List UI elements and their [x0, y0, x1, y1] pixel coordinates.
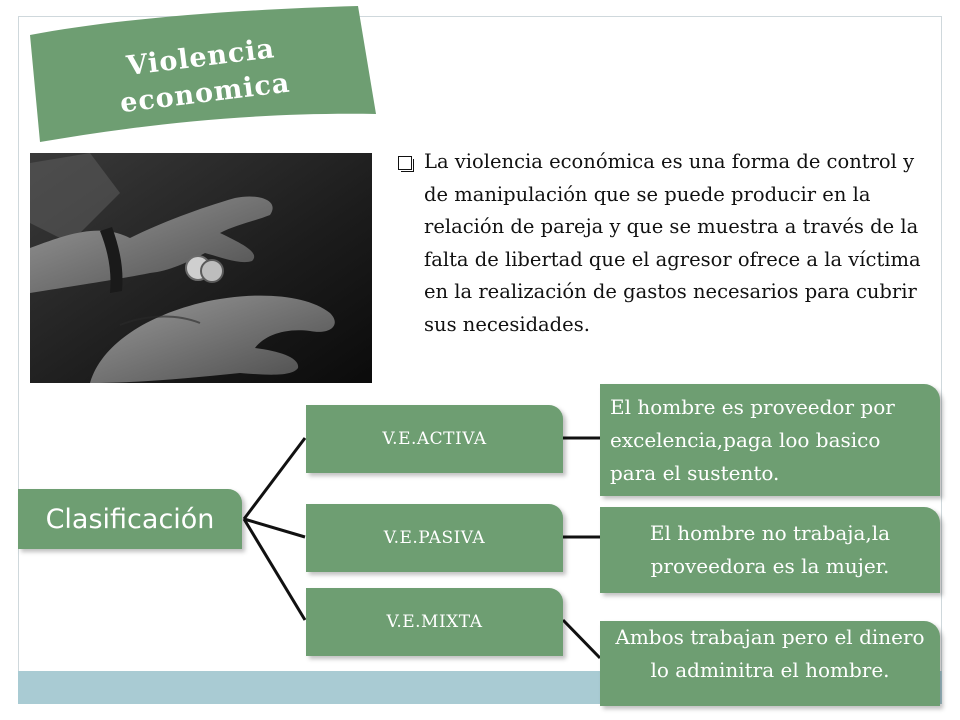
detail-ve-mixta	[600, 621, 940, 706]
title-line-1: Violencia	[124, 33, 277, 83]
node-clasificacion-label: Clasificación	[45, 503, 215, 535]
node-ve-mixta-label: V.E.MIXTA	[386, 612, 483, 632]
node-clasificacion	[18, 489, 242, 549]
connector-root-activa	[244, 438, 305, 519]
node-ve-pasiva-label: V.E.PASIVA	[383, 528, 486, 548]
detail-ve-activa	[600, 384, 940, 496]
detail-ve-activa-text: El hombre es proveedor por excelencia,paga loo basico para el sustento.	[610, 394, 895, 485]
node-ve-activa-label: V.E.ACTIVA	[382, 429, 487, 449]
node-ve-mixta	[306, 588, 563, 656]
connector-mixta-detail	[563, 620, 600, 658]
detail-ve-pasiva	[600, 507, 940, 593]
title-line-2: economica	[118, 67, 292, 120]
description-text: La violencia económica es una forma de control y de manipulación que se puede producir en la relación de pareja y que se muestra a través de la falta de libertad que el agresor ofrece a la víctima en la realización de gastos necesarios para cubrir sus necesidades.	[424, 150, 921, 336]
node-ve-pasiva	[306, 504, 563, 572]
node-ve-activa	[306, 405, 563, 473]
detail-ve-pasiva-text: El hombre no trabaja,la proveedora es la mujer.	[649, 521, 891, 578]
detail-ve-mixta-text: Ambos trabajan pero el dinero lo adminitra el hombre.	[615, 625, 925, 682]
